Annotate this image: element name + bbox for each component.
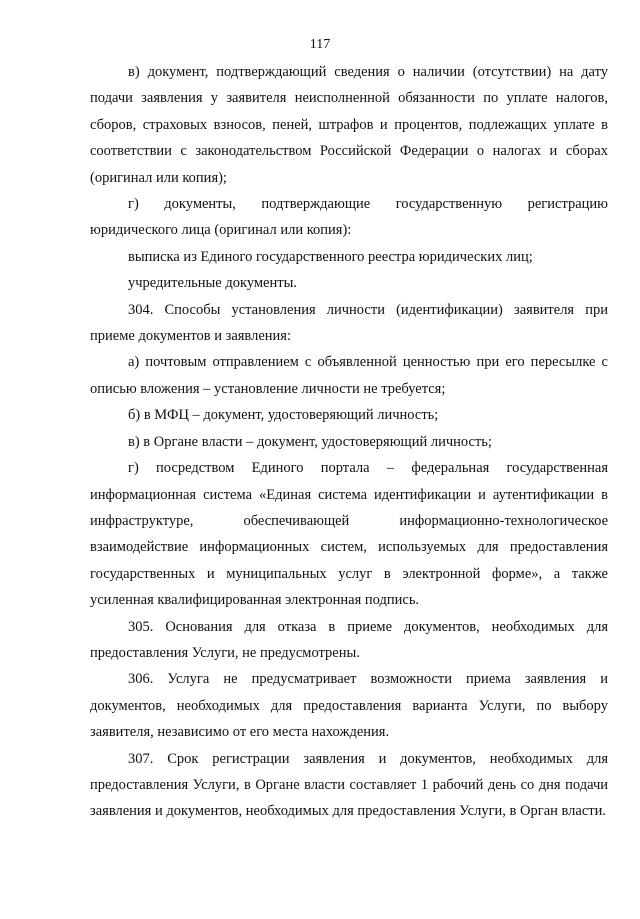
paragraph-egrul-extract: выписка из Единого государственного реестра юридических лиц;: [128, 248, 533, 265]
paragraph-304-identification-methods: 304. Способы установления личности (идентификации) заявителя при приеме документов и заявления:: [90, 301, 608, 345]
paragraph-v-tax-document: в) документ, подтверждающий сведения о наличии (отсутствии) на дату подачи заявления у заявителя неисполненной обязанности по уплате налогов, сборов, страховых взносов, пеней, штрафов и процентов, подлежащих уплате в соответствии с законодательством Российской Федерации о налогах и сборах (оригинал или копия);: [90, 64, 608, 186]
paragraph-g-registration-documents: г) документы, подтверждающие государственную регистрацию юридического лица (оригинал или копия):: [90, 196, 608, 239]
paragraph-304-v-authority: в) в Органе власти – документ, удостоверяющий личность;: [128, 433, 492, 450]
document-body: [90, 59, 608, 825]
paragraph-304-a-postal: а) почтовым отправлением с объявленной ценностью при его пересылке с описью вложения – установление личности не требуется;: [90, 354, 608, 397]
paragraph-constituent-documents: учредительные документы.: [128, 275, 297, 292]
paragraph-307-registration-term: 307. Срок регистрации заявления и документов, необходимых для предоставления Услуги, в Органе власти составляет 1 рабочий день со дня подачи заявления и документов, необходимых для предоставления Услуги, в Орган власти.: [90, 750, 608, 820]
paragraph-306-extraterritorial: 306. Услуга не предусматривает возможности приема заявления и документов, необходимых для предоставления варианта Услуги, по выбору заявителя, независимо от его места нахождения.: [90, 671, 608, 741]
paragraph-305-refusal-grounds: 305. Основания для отказа в приеме документов, необходимых для предоставления Услуги, не предусмотрены.: [90, 618, 608, 661]
paragraph-304-b-mfc: б) в МФЦ – документ, удостоверяющий личность;: [128, 407, 439, 424]
page-number: 117: [309, 37, 331, 52]
paragraph-304-g-unified-portal: г) посредством Единого портала – федеральная государственная информационная система «Единая система идентификации и аутентификации в инфраструктуре, обеспечивающей информационно-технологическое взаимодействие информационных систем, используемых для предоставления государственных и муниципальных услуг в электронной форме», а также усиленная квалифицированная электронная подпись.: [90, 460, 608, 609]
